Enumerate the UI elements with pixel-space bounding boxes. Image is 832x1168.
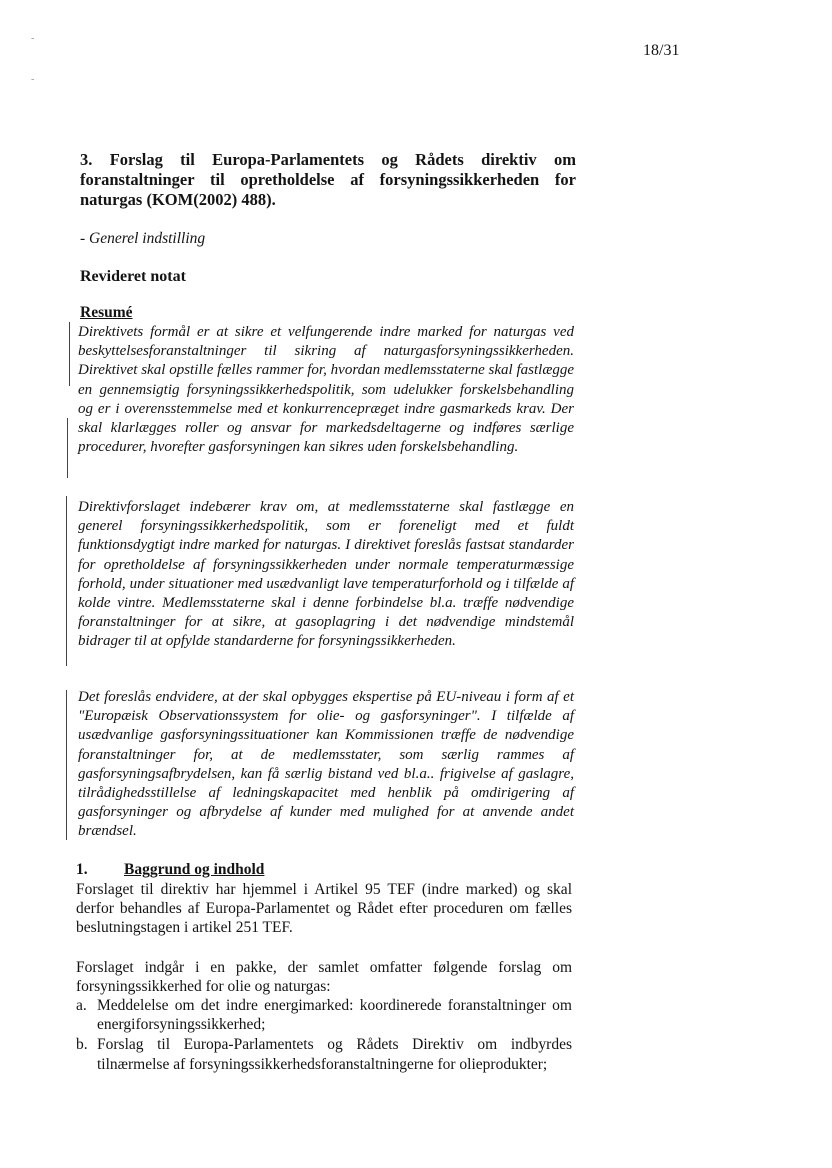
resume-paragraph: Direktivets formål er at sikre et velfungerende indre marked for naturgas ved beskyttelsesforanstaltninger til sikring af naturgasforsyningssikkerheden. Direktivet skal opstille fælles rammer for, hvordan medlemsstaterne skal fastlægge en gennemsigtig forsyningssikkerhedspolitik, som udelukker forskelsbehandling og er i overensstemmelse med et konkurrencepræget indre gasmarkeds krav. Der skal klarlægges roller og ansvar for markedsdeltagerne og indføres særlige procedurer, hvorefter gasforsyningen kan sikres uden forskelsbehandling. (78, 324, 574, 456)
resume-paragraph: Det foreslås endvidere, at der skal opbygges ekspertise på EU-niveau i form af et "Europæisk Observationssystem for olie- og gasforsyninger". I tilfælde af usædvanlige gasforsyningssituationer kan Kommissionen træffe de nødvendige foranstaltninger for, at de medlemsstater, som særlig rammes af gasforsyningsafbrydelsen, kan få særlig bistand ved bl.a.. frigivelse af gaslagre, tilrådighedsstillelse af ledningskapacitet med henblik på omdirigering af gasforsyninger og afbrydelse af kunder med mulighed for at anvende andet brændsel. (78, 689, 574, 840)
resume-paragraph: Direktivforslaget indebærer krav om, at medlemsstaterne skal fastlægge en generel forsyningssikkerhedspolitik, som er foreneligt med et fuldt funktionsdygtigt indre marked for naturgas. I direktivet foreslås fastsat standarder for opretholdelse af forsyningssikkerheden under normale temperaturmæssige forhold, under situationer med usædvanligt lave temperaturforhold og i tilfælde af kolde vintre. Medlemsstaterne skal i denne forbindelse bl.a. træffe nødvendige foranstaltninger for at sikre, at gasoplagring i det nødvendige mindstemål bidrager til at opfylde standarderne for forsyningssikkerheden. (78, 499, 574, 650)
subtitle: - Generel indstilling (80, 230, 206, 247)
list-text: Meddelelse om det indre energimarked: koordinerede foranstaltninger om energiforsyningssikkerhed; (97, 997, 572, 1034)
body-paragraph: Forslaget indgår i en pakke, der samlet omfatter følgende forslag om forsyningssikkerhed for olie og naturgas: (76, 959, 572, 996)
list-letter: a. (76, 997, 87, 1014)
list-letter: b. (76, 1036, 88, 1054)
change-bar (67, 418, 68, 478)
change-bar (66, 690, 67, 840)
document-title: 3. Forslag til Europa-Parlamentets og Rådets direktiv om foranstaltninger til opretholdelse af forsyningssikkerheden for naturgas (KOM(2002) 488). (80, 150, 576, 209)
revised-note-label: Revideret notat (80, 268, 186, 285)
section-number: 1. (76, 861, 88, 878)
resume-heading: Resumé (80, 304, 133, 321)
list-item (76, 996, 572, 1034)
change-bar (66, 496, 67, 666)
section-title: Baggrund og indhold (124, 861, 265, 878)
section-heading (76, 861, 264, 879)
page-number: 18/31 (643, 42, 680, 59)
proposal-list (76, 996, 572, 1075)
list-text: Forslag til Europa-Parlamentets og Rådets Direktiv om indbyrdes tilnærmelse af forsyningssikkerhedsforanstaltningerne for olieprodukter; (97, 1036, 572, 1073)
scan-artifact: - (31, 74, 35, 85)
scan-artifact: - (31, 33, 35, 44)
list-item (76, 1035, 572, 1073)
body-paragraph: Forslaget til direktiv har hjemmel i Artikel 95 TEF (indre marked) og skal derfor behandles af Europa-Parlamentet og Rådet efter proceduren om fælles beslutningstagen i artikel 251 TEF. (76, 881, 572, 937)
change-bar (69, 322, 70, 386)
